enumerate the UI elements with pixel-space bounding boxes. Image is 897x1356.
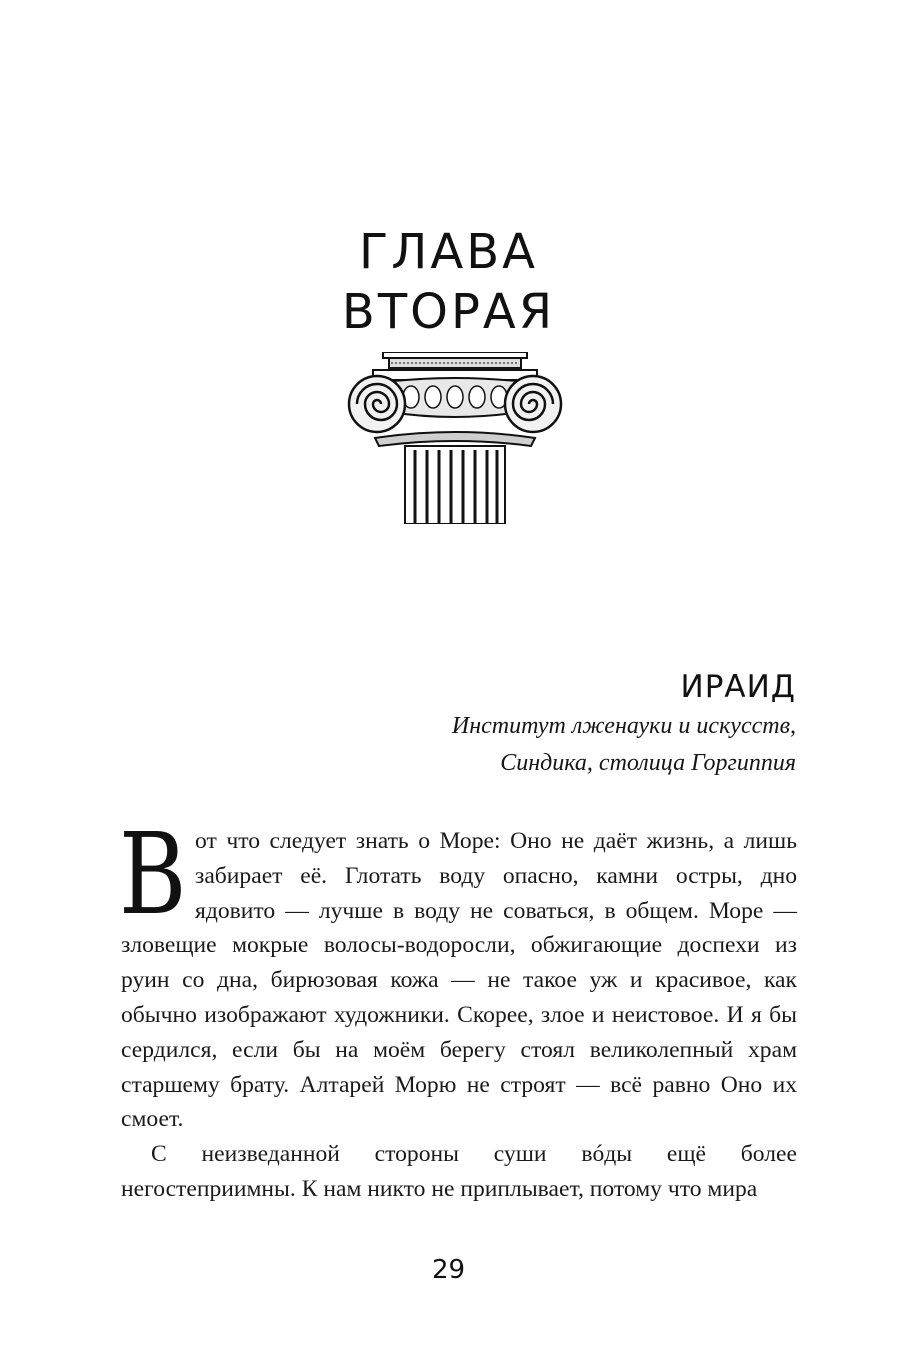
location-line-1: Институт лженауки и искусств, <box>451 713 796 739</box>
drop-cap: В <box>119 810 187 940</box>
page-number: 29 <box>431 1255 466 1285</box>
body-text <box>119 810 797 1207</box>
chapter-title-line-2: ВТОРАЯ <box>341 284 556 340</box>
paragraph-1-text: от что следует знать о Море: Оно не даёт жизнь, а лишь забирает её. Глотать воду опасно, камни остры, дно ядовито — лучше в воду не соваться, в общем. Море — зловещие мокрые волосы-водоросли, обжигающие доспехи из руин со дна, бирюзовая кожа — не такое уж и красивое, как обычно изображают художники. Скорее, злое и неистовое. И я бы сердился, если бы на моём берегу стоял великолепный храм старшему брату. Алтарей Морю не строят — всё равно Оно их смоет. <box>121 828 797 1133</box>
section-title: ИРАИД <box>680 669 796 705</box>
ionic-column-icon <box>345 352 565 524</box>
paragraph-2: С неизведанной стороны суши вóды ещё более негостеприимны. К нам никто не приплывает, потому что мира <box>121 1141 797 1202</box>
chapter-title-line-1: ГЛАВА <box>359 224 538 280</box>
location-line-2: Синдика, столица Горгиппия <box>500 750 796 776</box>
paragraph-1 <box>119 810 797 1137</box>
chapter-title <box>0 222 897 342</box>
section-heading <box>452 666 796 782</box>
